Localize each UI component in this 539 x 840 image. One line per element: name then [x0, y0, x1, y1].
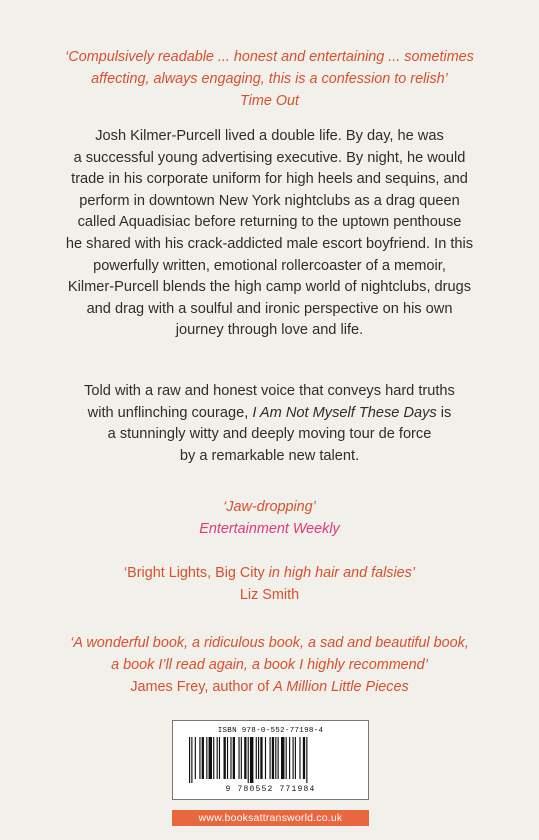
- description-line: Told with a raw and honest voice that conveys hard truths: [84, 383, 455, 399]
- description-line: with unflinching courage, I Am Not Myself These Days is: [87, 404, 452, 421]
- barcode-bar: [209, 737, 212, 779]
- barcode-bar: [238, 737, 239, 779]
- barcode-bar: [286, 737, 287, 779]
- book-description: [30, 126, 509, 342]
- description-line: trade in his corporate uniform for high heels and sequins, and: [71, 171, 468, 188]
- quote-line: ‘A wonderful book, a ridiculous book, a sad and beautiful book,: [70, 635, 469, 651]
- barcode-bar: [281, 737, 284, 779]
- barcode-bar: [241, 737, 242, 779]
- publisher-url[interactable]: www.booksattransworld.co.uk: [172, 810, 369, 826]
- barcode-bar: [219, 737, 220, 779]
- description-line: Josh Kilmer-Purcell lived a double life. By day, he was: [95, 128, 444, 144]
- book-title: I Am Not Myself These Days: [252, 404, 437, 421]
- barcode-bar: [230, 737, 231, 779]
- barcode-bar: [303, 737, 305, 779]
- barcode-bar: [195, 737, 196, 779]
- barcode-bar: [260, 737, 262, 779]
- barcode-bar: [293, 737, 294, 779]
- quote-entertainment-weekly: [30, 496, 509, 540]
- barcode-bar: [270, 737, 271, 779]
- description-line: he shared with his crack-addicted male escort boyfriend. In this: [65, 235, 474, 252]
- quote-james-frey: [30, 632, 509, 698]
- barcode-bar: [227, 737, 228, 779]
- description-line: perform in downtown New York nightclubs as a drag queen: [79, 192, 460, 209]
- quote-line: ‘Jaw-dropping’: [223, 499, 316, 515]
- barcode-bar: [248, 737, 249, 783]
- description-line: journey through love and life.: [175, 322, 364, 339]
- quote-source: Liz Smith: [239, 587, 300, 603]
- barcode-bar: [275, 737, 276, 779]
- quote-line: a book I’ll read again, a book I highly recommend’: [111, 657, 428, 673]
- quote-liz-smith: [30, 562, 509, 606]
- barcode-bar: [299, 737, 300, 779]
- quote-source: Entertainment Weekly: [199, 521, 340, 537]
- barcode-bar: [258, 737, 259, 779]
- quote-line: ‘Compulsively readable ... honest and entertaining ... sometimes: [65, 49, 474, 65]
- description-line: powerfully written, emotional rollercoaster of a memoir,: [93, 257, 446, 274]
- barcode-bars: [187, 737, 354, 783]
- barcode-bar: [250, 737, 253, 783]
- barcode-bar: [295, 737, 296, 779]
- quote-source: James Frey, author of A Million Little Pieces: [130, 679, 409, 695]
- quote-line: ‘Bright Lights, Big City in high hair and falsies’: [123, 565, 416, 581]
- description-line: a stunningly witty and deeply moving tour de force: [107, 426, 432, 443]
- barcode-bar: [206, 737, 207, 779]
- barcode-bar: [289, 737, 290, 779]
- quote-source: Time Out: [239, 93, 300, 109]
- barcode-bar: [217, 737, 218, 779]
- barcode-bar: [224, 737, 226, 779]
- barcode-bar: [202, 737, 204, 779]
- barcode-bar: [213, 737, 214, 779]
- barcode-bar: [306, 737, 307, 783]
- description-line: by a remarkable new talent.: [179, 447, 360, 464]
- barcode: [172, 720, 369, 800]
- barcode-bar: [278, 737, 279, 779]
- barcode-bar: [189, 737, 190, 783]
- barcode-bar: [233, 737, 235, 779]
- barcode-bar: [244, 737, 246, 779]
- description-line: Kilmer-Purcell blends the high camp world of nightclubs, drugs: [67, 279, 472, 296]
- barcode-bar: [199, 737, 200, 779]
- description-line: a successful young advertising executive. By night, he would: [73, 149, 466, 166]
- quote-title: ‘Bright Lights, Big City: [123, 565, 265, 581]
- barcode-bar: [272, 737, 274, 779]
- barcode-bar: [256, 737, 257, 779]
- barcode-bar: [191, 737, 192, 783]
- barcode-bar: [265, 737, 266, 779]
- quote-time-out: [30, 46, 509, 112]
- description-line: and drag with a soulful and ironic perspective on his own: [86, 300, 453, 317]
- description-line: called Aquadisiac before returning to the uptown penthouse: [77, 214, 462, 231]
- barcode-digits: 9 780552 771984: [225, 785, 316, 794]
- book-description-2: [30, 381, 509, 467]
- isbn-label: ISBN 978-0-552-77198-4: [217, 727, 324, 735]
- quote-line: affecting, always engaging, this is a confession to relish’: [91, 71, 448, 87]
- book-title: A Million Little Pieces: [273, 679, 409, 695]
